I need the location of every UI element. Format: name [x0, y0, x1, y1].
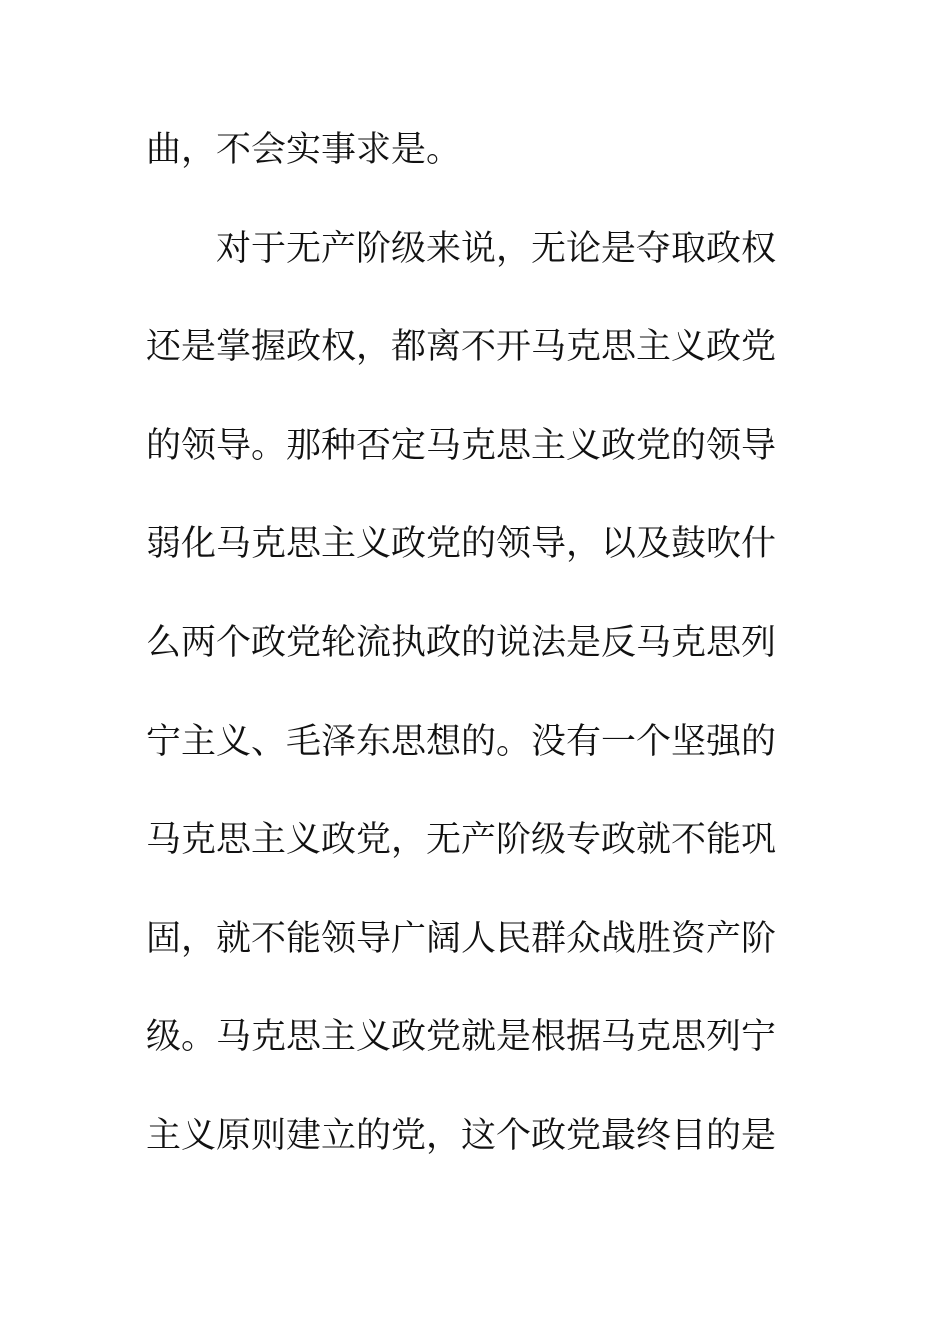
text-line: 主义原则建立的党，这个政党最终目的是	[146, 1115, 777, 1156]
body-text	[146, 125, 810, 1210]
text-line: 固，就不能领导广阔人民群众战胜资产阶	[146, 918, 777, 959]
text-line: 曲，不会实事求是。	[146, 130, 462, 170]
text-line: 弱化马克思主义政党的领导，以及鼓吹什	[146, 524, 777, 565]
text-line: 马克思主义政党，无产阶级专政就不能巩	[146, 820, 777, 861]
text-line: 对于无产阶级来说，无论是夺取政权	[146, 228, 777, 269]
text-line: 还是掌握政权，都离不开马克思主义政党	[146, 327, 777, 368]
text-line: 级。马克思主义政党就是根据马克思列宁	[146, 1017, 777, 1058]
text-line: 么两个政党轮流执政的说法是反马克思列	[146, 622, 777, 663]
text-line: 宁主义、毛泽东思想的。没有一个坚强的	[146, 721, 777, 762]
text-line: 的领导。那种否定马克思主义政党的领导	[146, 425, 777, 466]
